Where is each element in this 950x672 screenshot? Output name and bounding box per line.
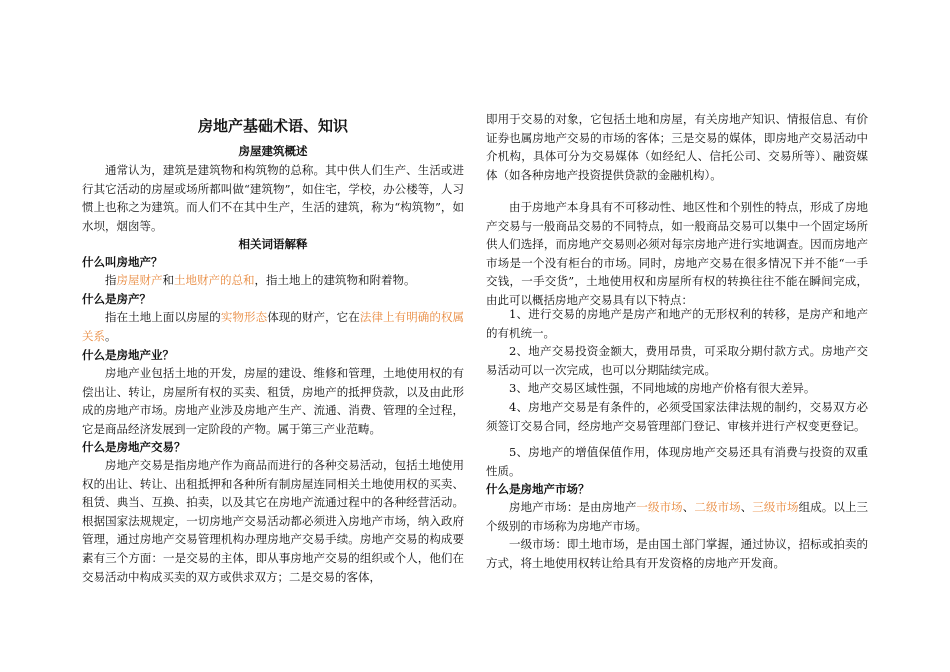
section-heading-building-overview: 房屋建筑概述: [238, 144, 308, 158]
question-real-estate-industry: 什么是房地产业？: [82, 348, 174, 362]
highlight-term: 房屋财产: [116, 273, 163, 287]
document-title: 房地产基础术语、知识: [197, 117, 348, 135]
answer-real-estate-market: 房地产市场：是由房地产一级市场、二级市场、三级市场组成。以上三个级别的市场称为房地产市场。: [486, 500, 869, 533]
answer-real-estate-transaction: 房地产交易是指房地产作为商品而进行的各种交易活动，包括土地使用权的出让、转让、出租抵押和各种所有制房屋连同相关土地使用权的买卖、租赁、典当、互换、拍卖，以及其它在房地产流通过程中的各种经营活动。根据国家法规规定，一切房地产交易活动都必须进入房地产市场，纳入政府管理，通过房地产交易管理机构办理房地产交易手续。房地产交易的构成要素有三个方面：一是交易的主体，即从事房地产交易的组织或个人，他们在交易活动中构成买卖的双方或供求双方；二是交易的客体，: [82, 458, 464, 584]
highlight-term: 二级市场: [694, 500, 741, 514]
section-heading-glossary: 相关词语解释: [238, 237, 308, 251]
question-real-estate: 什么叫房地产？: [82, 255, 163, 269]
question-property: 什么是房产？: [82, 292, 151, 306]
intro-paragraph: 通常认为，建筑是建筑物和构筑物的总称。其中供人们生产、生活或进行其它活动的房屋或场所都叫做“建筑物”，如住宅，学校，办公楼等，人习惯上也称之为建筑。而人们不在其中生产，生活的建筑，称为“构筑物”，如水坝，烟囱等。: [82, 163, 464, 233]
highlight-term: 土地财产的总和: [174, 273, 255, 287]
feature-point-5: 5、房地产的增值保值作用，体现房地产交易还具有消费与投资的双重性质。: [486, 445, 868, 478]
feature-point-2: 2、地产交易投资金额大，费用昂贵，可采取分期付款方式。房地产交易活动可以一次完成，也可以分期陆续完成。: [486, 344, 868, 377]
highlight-term: 一级市场: [636, 500, 683, 514]
answer-primary-market: 一级市场：即土地市场，是由国土部门掌握，通过协议，招标或拍卖的方式，将土地使用权转让给具有开发资格的房地产开发商。: [486, 537, 868, 570]
feature-point-3: 3、地产交易区域性强，不同地域的房地产价格有很大差异。: [509, 381, 816, 395]
highlight-term: 实物形态: [220, 310, 268, 324]
transaction-continued-paragraph: 即用于交易的对象，它包括土地和房屋，有关房地产知识、情报信息、有价证券也属房地产交易的市场的客体；三是交易的媒体，即房地产交易活动中介机构，具体可分为交易媒体（如经纪人、信托公司、交易所等）、融资媒体（如各种房地产投资提供贷款的金融机构）。: [486, 112, 868, 182]
question-real-estate-market: 什么是房地产市场？: [486, 482, 590, 496]
answer-real-estate-industry: 房地产业包括土地的开发，房屋的建设、维修和管理，土地使用权的有偿出让、转让，房屋所有权的买卖、租赁，房地产的抵押贷款，以及由此形成的房地产市场。房地产业涉及房地产生产、流通、消费、管理的全过程，它是商品经济发展到一定阶段的产物。属于第三产业范畴。: [82, 366, 464, 436]
feature-point-4: 4、房地产交易是有条件的，必须受国家法律法规的制约，交易双方必须签订交易合同，经房地产交易管理部门登记、审核并进行产权变更登记。: [486, 400, 868, 433]
answer-real-estate: 指房屋财产和土地财产的总和，指土地上的建筑物和附着物。: [105, 273, 416, 287]
feature-point-1: 1、进行交易的房地产是房产和地产的无形权利的转移，是房产和地产的有机统一。: [486, 307, 868, 340]
question-real-estate-transaction: 什么是房地产交易？: [82, 440, 186, 454]
highlight-term: 三级市场: [752, 500, 799, 514]
transaction-features-paragraph: 由于房地产本身具有不可移动性、地区性和个别性的特点，形成了房地产交易与一般商品交易的不同特点，如一般商品交易可以集中一个固定场所供人们选择，而房地产交易则必须对每宗房地产进行实地调查。因而房地产市场是一个没有柜台的市场。同时，房地产交易在很多情况下并不能“一手交钱，一手交货”，土地使用权和房屋所有权的转换往往不能在瞬间完成，由此可以概括房地产交易具有以下特点：: [486, 200, 868, 307]
highlight-term: 法律上有明确的权属关系: [82, 310, 465, 343]
answer-property: 指在土地上面以房屋的实物形态体现的财产，它在法律上有明确的权属关系。: [82, 310, 465, 343]
